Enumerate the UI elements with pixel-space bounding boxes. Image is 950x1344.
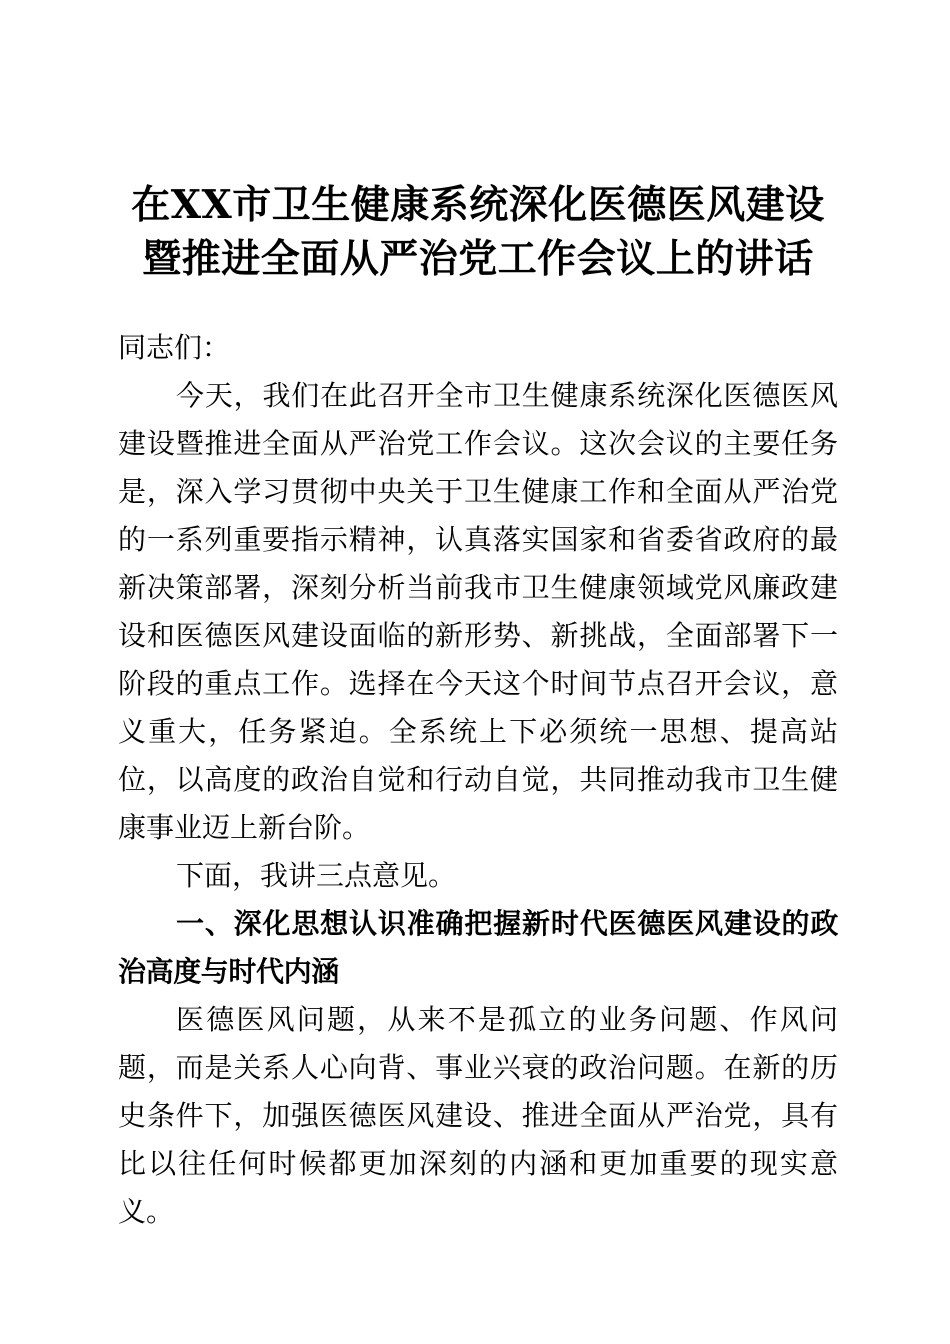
- page-title: [118, 0, 838, 286]
- document-content: [118, 0, 838, 1236]
- salutation: 同志们：: [118, 331, 231, 364]
- paragraph-transition: 下面，我讲三点意见。: [176, 859, 457, 892]
- paragraph-opening: 今天，我们在此召开全市卫生健康系统深化医德医风建设暨推进全面从严治党工作会议。这次会议的主要任务是，深入学习贯彻中央关于卫生健康工作和全面从严治党的一系列重要指示精神，认真落实国家和省委省政府的最新决策部署，深刻分析当前我市卫生健康领域党风廉政建设和医德医风建设面临的新形势、新挑战，全面部署下一阶段的重点工作。选择在今天这个时间节点召开会议，意义重大，任务紧迫。全系统上下必须统一思想、提高站位，以高度的政治自觉和行动自觉，共同推动我市卫生健康事业迈上新台阶。: [118, 379, 838, 844]
- title-line-1: 在XX市卫生健康系统深化医德医风建设: [131, 182, 825, 228]
- paragraph-section-1-body: 医德医风问题，从来不是孤立的业务问题、作风问题，而是关系人心向背、事业兴衰的政治问题。在新的历史条件下，加强医德医风建设、推进全面从严治党，具有比以往任何时候都更加深刻的内涵和更加重要的现实意义。: [118, 1003, 838, 1228]
- section-heading-1: 一、深化思想认识准确把握新时代医德医风建设的政治高度与时代内涵: [118, 907, 838, 988]
- document-body: [118, 324, 838, 1236]
- title-line-2: 暨推进全面从严治党工作会议上的讲话: [142, 236, 814, 282]
